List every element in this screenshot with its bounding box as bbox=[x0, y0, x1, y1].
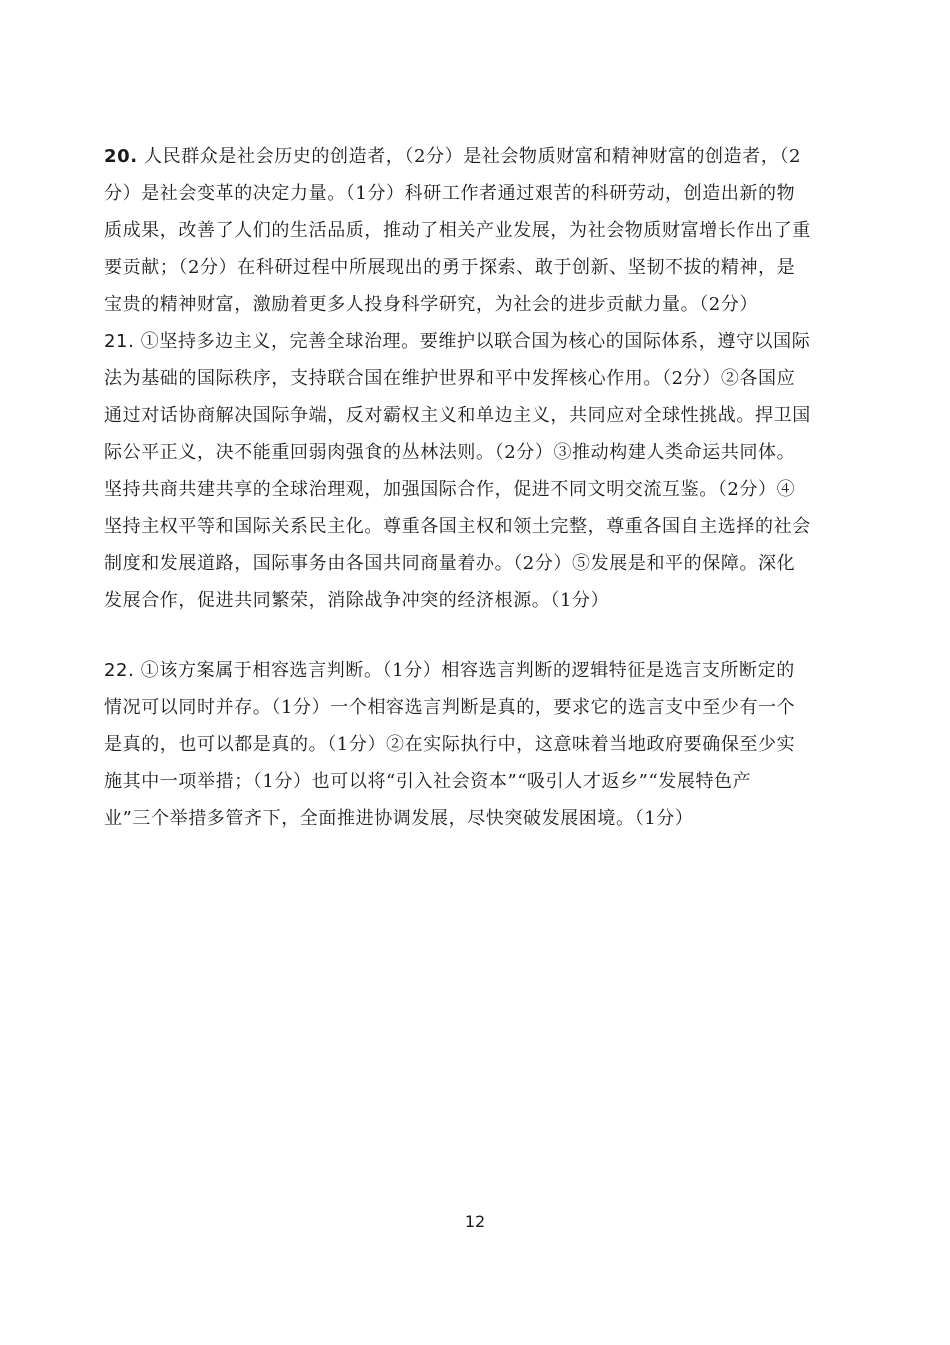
page-number: 12 bbox=[464, 1212, 486, 1231]
question-number-21: 21. bbox=[104, 331, 135, 352]
answer-20-text: 人民群众是社会历史的创造者，（2分）是社会物质财富和精神财富的创造者，（2 分）是社会变革的决定力量。（1分）科研工作者通过艰苦的科研劳动，创造出新的物 质成果，改善了人们的生活品质，推动了相关产业发展，为社会物质财富增长作出了重 要贡献；（2分）在科研过程中所展现出的勇于探索、敢于创新、坚韧不拔的精神，是 宝贵的精神财富，激励着更多人投身科学研究，为社会的进步贡献力量。（2分） bbox=[104, 146, 811, 315]
answer-21-text: ①坚持多边主义，完善全球治理。要维护以联合国为核心的国际体系，遵守以国际 法为基础的国际秩序，支持联合国在维护世界和平中发挥核心作用。（2分）②各国应 通过对话协商解决国际争端，反对霸权主义和单边主义，共同应对全球性挑战。捍卫国 际公平正义，决不能重回弱肉强食的丛林法则。（2分）③推动构建人类命运共同体。 坚持共商共建共享的全球治理观，加强国际合作，促进不同文明交流互鉴。（2分）④ 坚持主权平等和国际关系民主化。尊重各国主权和领土完整，尊重各国自主选择的社会 制度和发展道路，国际事务由各国共同商量着办。（2分）⑤发展是和平的保障。深化 发展合作，促进共同繁荣，消除战争冲突的经济根源。（1分） bbox=[104, 331, 811, 611]
answer-21 bbox=[104, 323, 842, 619]
answer-22-text: ①该方案属于相容选言判断。（1分）相容选言判断的逻辑特征是选言支所断定的 情况可以同时并存。（1分）一个相容选言判断是真的，要求它的选言支中至少有一个 是真的，也可以都是真的。（1分）②在实际执行中，这意味着当地政府要确保至少实 施其中一项举措；（1分）也可以将“引入社会资本”“吸引人才返乡”“发展特色产 业”三个举措多管齐下，全面推进协调发展，尽快突破发展困境。（1分） bbox=[104, 660, 796, 829]
answer-20 bbox=[104, 138, 842, 323]
question-number-22: 22. bbox=[104, 660, 135, 681]
answer-22 bbox=[104, 652, 842, 837]
answer-section bbox=[104, 138, 842, 837]
question-number-20: 20. bbox=[104, 146, 138, 167]
